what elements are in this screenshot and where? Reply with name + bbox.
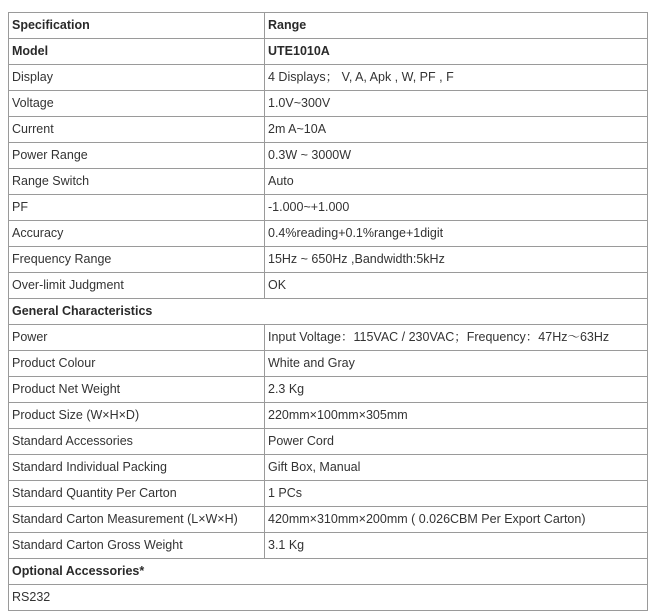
section-optional-accessories [9,559,648,585]
spec-label: Power Range [9,143,265,169]
spec-value: OK [265,273,648,299]
spec-label: Standard Carton Measurement (L×W×H) [9,507,265,533]
spec-value: 220mm×100mm×305mm [265,403,648,429]
table-row [9,455,648,481]
table-row [9,403,648,429]
spec-label: Accuracy [9,221,265,247]
spec-label: Standard Individual Packing [9,455,265,481]
spec-label: Range Switch [9,169,265,195]
spec-value: 2m A~10A [265,117,648,143]
table-row [9,221,648,247]
specification-table-body [9,13,648,611]
spec-label: Voltage [9,91,265,117]
table-row [9,533,648,559]
table-row [9,273,648,299]
table-row [9,195,648,221]
model-label: Model [9,39,265,65]
table-row [9,481,648,507]
table-row [9,143,648,169]
model-value: UTE1010A [265,39,648,65]
spec-label: Frequency Range [9,247,265,273]
spec-value: Auto [265,169,648,195]
spec-value: White and Gray [265,351,648,377]
spec-value: Input Voltage：115VAC / 230VAC；Frequency：47Hz～63Hz [265,325,648,351]
spec-label: Standard Quantity Per Carton [9,481,265,507]
spec-value: 2.3 Kg [265,377,648,403]
table-row [9,247,648,273]
spec-value: 0.3W ~ 3000W [265,143,648,169]
spec-value: Power Cord [265,429,648,455]
optional-item: RS232 [9,585,648,611]
spec-label: Over-limit Judgment [9,273,265,299]
spec-value: 420mm×310mm×200mm ( 0.026CBM Per Export Carton) [265,507,648,533]
spec-label: Standard Carton Gross Weight [9,533,265,559]
optional-item-row [9,585,648,611]
table-row [9,117,648,143]
spec-label: Display [9,65,265,91]
spec-value: 4 Displays； V, A, Apk , W, PF , F [265,65,648,91]
model-row [9,39,648,65]
spec-value: -1.000~+1.000 [265,195,648,221]
table-row [9,429,648,455]
spec-label: Product Size (W×H×D) [9,403,265,429]
spec-label: Power [9,325,265,351]
section-optional-title: Optional Accessories* [9,559,648,585]
table-row [9,169,648,195]
spec-value: 3.1 Kg [265,533,648,559]
spec-label: Product Net Weight [9,377,265,403]
table-row [9,65,648,91]
section-general-characteristics [9,299,648,325]
spec-value: Gift Box, Manual [265,455,648,481]
spec-value: 0.4%reading+0.1%range+1digit [265,221,648,247]
header-specification: Specification [9,13,265,39]
table-row [9,507,648,533]
spec-value: 15Hz ~ 650Hz ,Bandwidth:5kHz [265,247,648,273]
header-range: Range [265,13,648,39]
spec-label: Product Colour [9,351,265,377]
spec-value: 1.0V~300V [265,91,648,117]
spec-label: Current [9,117,265,143]
specification-table [8,12,648,611]
table-row [9,91,648,117]
table-row [9,377,648,403]
spec-label: PF [9,195,265,221]
section-general-title: General Characteristics [9,299,648,325]
table-header-row [9,13,648,39]
table-row [9,351,648,377]
spec-label: Standard Accessories [9,429,265,455]
table-row [9,325,648,351]
spec-value: 1 PCs [265,481,648,507]
